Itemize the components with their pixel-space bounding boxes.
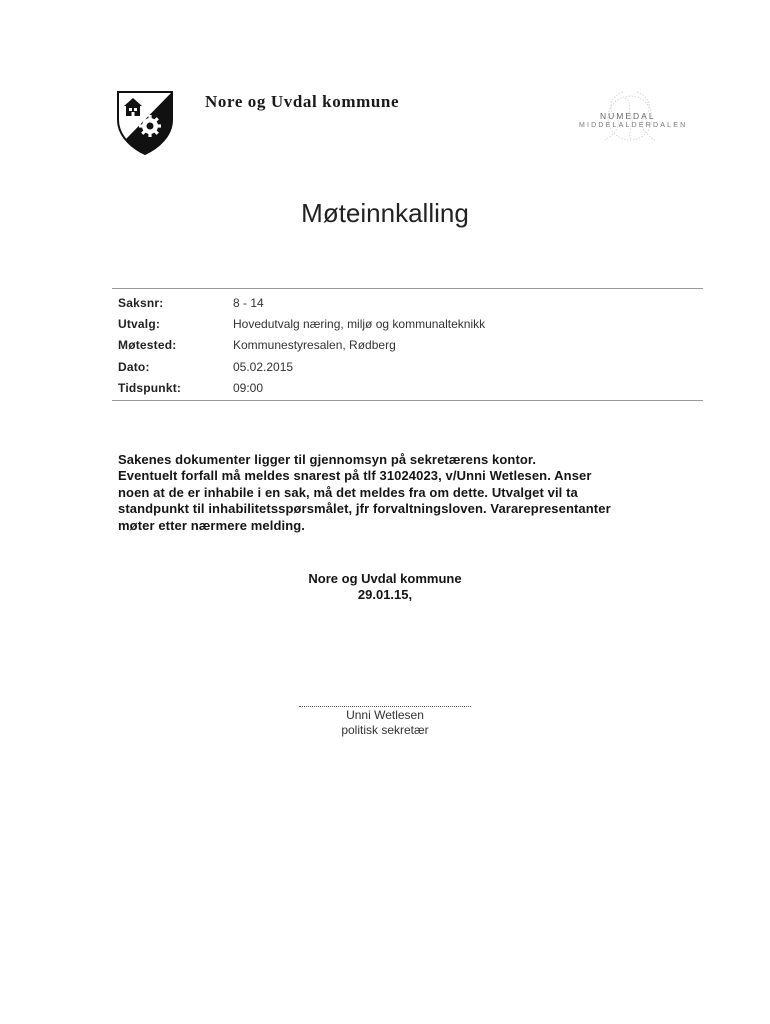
- notice-line: Eventuelt forfall må meldes snarest på tlf 31024023, v/Unni Wetlesen. Anser: [118, 468, 592, 484]
- info-row-motested: [112, 335, 703, 356]
- notice-line: Sakenes dokumenter ligger til gjennomsyn på sekretærens kontor.: [118, 452, 537, 467]
- signature-role: politisk sekretær: [341, 723, 429, 737]
- notice-line: møter etter nærmere melding.: [118, 517, 306, 533]
- municipality-name: Nore og Uvdal kommune: [205, 92, 400, 111]
- info-row-dato: [112, 356, 703, 377]
- signoff: [0, 571, 770, 603]
- document-title: Møteinnkalling: [301, 198, 469, 228]
- info-label: Dato:: [118, 359, 150, 374]
- info-label: Møtested:: [118, 338, 177, 353]
- signature-block: [299, 708, 471, 738]
- numedal-logo-title: NUMEDAL: [600, 111, 656, 121]
- info-label: Tidspunkt:: [118, 380, 182, 395]
- signoff-date: 29.01.15,: [357, 587, 413, 602]
- info-value: 8 - 14: [233, 295, 264, 310]
- info-value: 09:00: [233, 380, 264, 395]
- info-label: Utvalg:: [118, 316, 161, 331]
- info-row-utvalg: [112, 313, 703, 334]
- signature-name: Unni Wetlesen: [346, 708, 424, 722]
- meeting-info-table: [112, 288, 703, 401]
- info-row-saksnr: [112, 292, 703, 313]
- signature-line: [299, 706, 471, 707]
- signoff-organization: Nore og Uvdal kommune: [308, 571, 462, 586]
- coat-of-arms-icon: [116, 86, 174, 156]
- info-value: 05.02.2015: [233, 359, 294, 374]
- notice-line: standpunkt til inhabilitetsspørsmålet, jfr forvaltningsloven. Vararepresentanter: [118, 501, 611, 517]
- info-label: Saksnr:: [118, 295, 164, 310]
- notice-line: noen at de er inhabile i en sak, må det meldes fra om dette. Utvalget vil ta: [118, 484, 578, 500]
- info-row-tidspunkt: [112, 377, 703, 398]
- notice-paragraph: [118, 452, 658, 534]
- numedal-logo-subtitle: MIDDELALDERDALEN: [579, 122, 688, 129]
- info-value: Kommunestyresalen, Rødberg: [233, 338, 396, 353]
- info-value: Hovedutvalg næring, miljø og kommunalteknikk: [233, 316, 486, 331]
